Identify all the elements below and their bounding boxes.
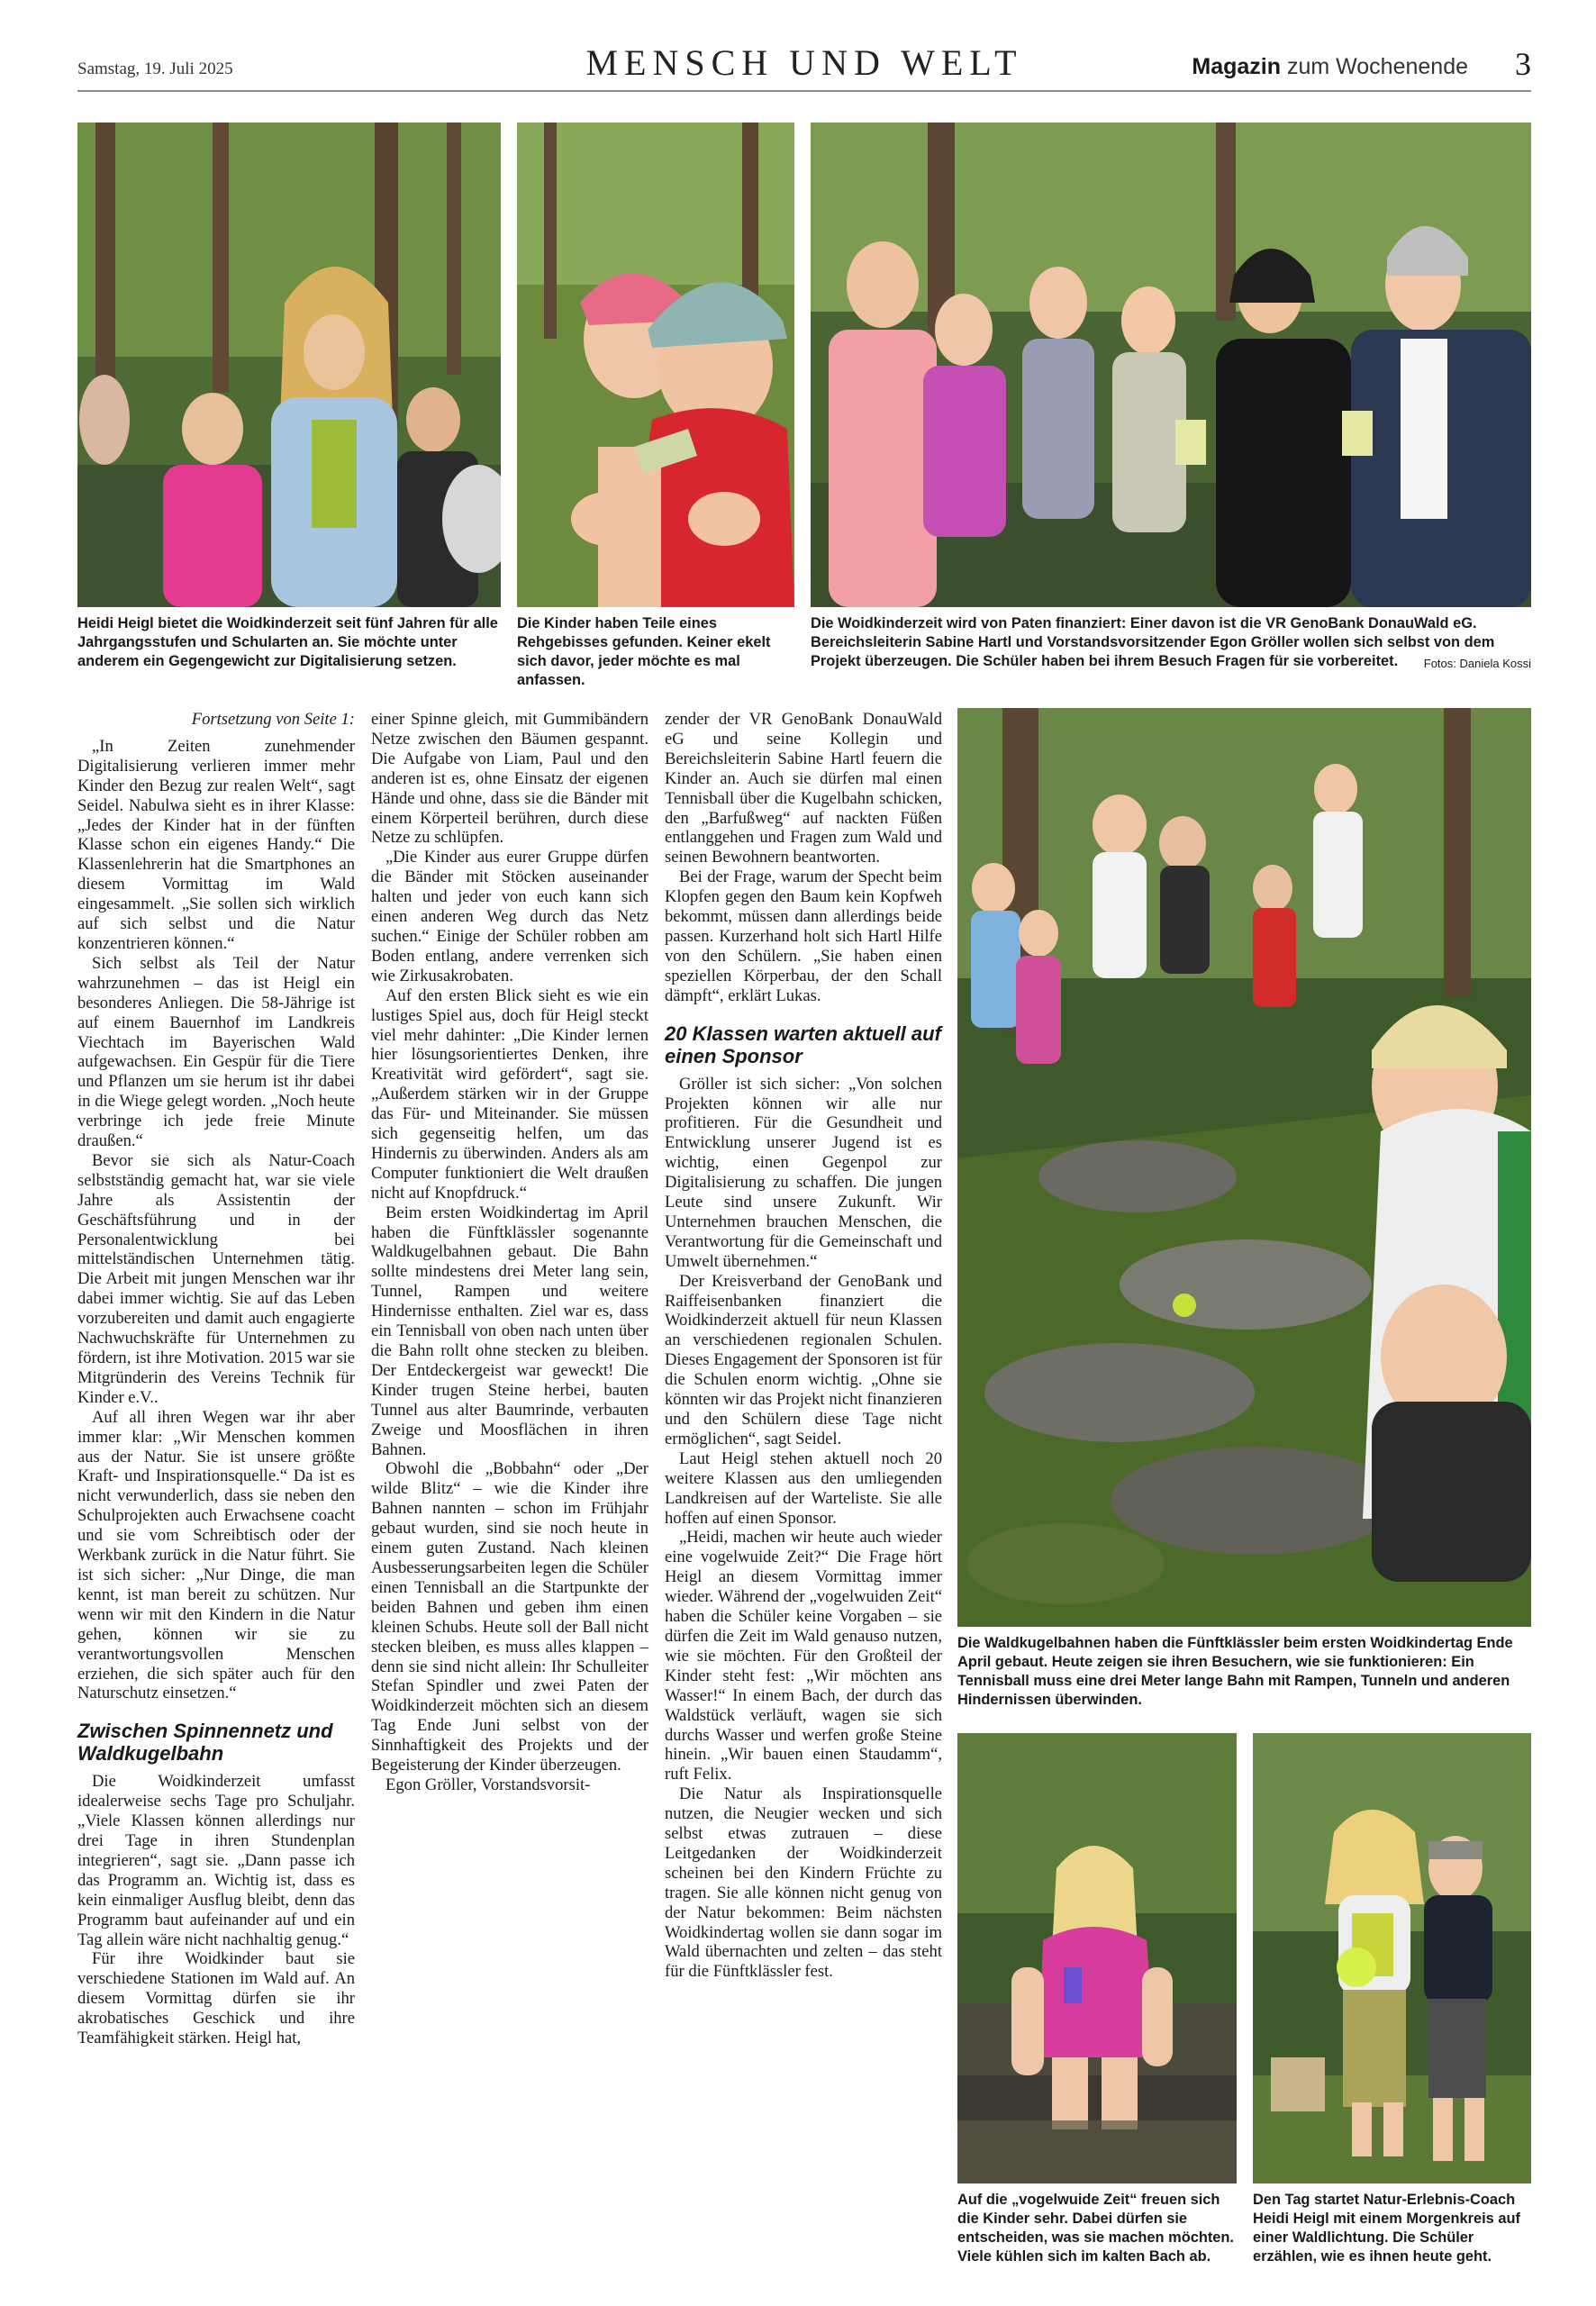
paragraph: Sich selbst als Teil der Natur wahrzunehmen – das ist Heigl ein besonderes Anliegen. Die 58-Jährige ist auf einem Bauernhof im Landkreis Viechtach im Bayerischen Wald aufgewachsen. Ein Gespür für die Tiere und Pflanzen um sie herum ist ihr dabei in die Wiege gelegt worden. „Noch heute verbringe ich jede freie Minute draußen.“ (77, 953, 355, 1151)
magazine-label-rest: zum Wochenende (1281, 54, 1468, 79)
subheading-sponsor: 20 Klassen warten aktuell auf einen Sponsor (665, 1021, 941, 1067)
header-rule (77, 90, 1531, 92)
paragraph: „Die Kinder aus eurer Gruppe dürfen die Bänder mit Stöcken auseinander halten und jeder von euch kann sich einen anderen Weg durch das Netz suchen.“ Einige der Schüler robben am Boden entlang, andere verrenken sich wie Zirkusakrobaten. (371, 848, 648, 985)
caption-photo-4: Die Waldkugelbahnen haben die Fünftklässler beim ersten Woidkindertag Ende April gebaut. Heute zeigen sie ihren Besuchern, wie sie funktionieren: Ein Tennisball muss eine drei Meter lange Bahn mit Rampen, Tunneln und anderen Hindernissen überwinden. (957, 1635, 1513, 1708)
subheading-spinnennetz: Zwischen Spinnennetz und Waldkugelbahn (77, 1720, 333, 1766)
caption-photo-3-text: Die Woidkinderzeit wird von Paten finanziert: Einer davon ist die VR GenoBank DonauWald eG. Bereichsleiterin Sabine Hartl und Vorstandsvorsitzender Egon Gröller wollen sich selbst von dem Projekt überzeugen. Die Schüler haben bei ihrem Besuch Fragen für sie vorbereitet. (811, 615, 1495, 669)
paragraph: Gröller ist sich sicher: „Von solchen Projekten können wir alle nur profitieren. Für die Gesundheit und Entwicklung unserer Jugend ist es wichtig, einen Gegenpol zur Digitalisierung zu schaffen. Die jungen Leute sind unsere Zukunft. Wir Unternehmen brauchen Menschen, die Verantwortung für die Gemeinschaft und Umwelt übernehmen.“ (665, 1074, 942, 1271)
paragraph: Obwohl die „Bobbahn“ oder „Der wilde Blitz“ – wie die Kinder ihre Bahnen nannten – schon im Frühjahr gebaut wurden, sind sie noch heute in einem guten Zustand. Nach kleinen Ausbesserungsarbeiten legen die Schüler einen Tennisball an die Startpunkte der beiden Bahnen und geben ihm einen kleinen Schubs. Heute soll der Ball nicht stecken bleiben, es muss alles klappen – denn sie sind nicht allein: Ihr Schulleiter Stefan Spindler und zwei Paten der Woidkinderzeit möchten sich an diesem Tag Ende Juni selbst von der Sinnhaftigkeit des Projekts und der Begeisterung der Kinder überzeugen. (371, 1459, 648, 1775)
paragraph: Die Woidkinderzeit umfasst idealerweise sechs Tage pro Schuljahr. „Viele Klassen können allerdings nur drei Tage in ihren Stundenplan integrieren“, sagt sie. „Dann passe ich das Programm an. Wichtig ist, dass es kein einmaliger Ausflug bleibt, denn das Programm baut aufeinander auf und ein Tag allein wäre nicht nachhaltig genug.“ (77, 1772, 355, 1949)
page-number: 3 (1515, 46, 1531, 82)
paragraph: Auf den ersten Blick sieht es wie ein lustiges Spiel aus, doch für Heigl steckt viel mehr dahinter: „Die Kinder lernen hier lösungsorientiertes Denken, ihre Kreativität wird gefördert“, sagt sie. „Außerdem stärken wir in der Gruppe das Für- und Miteinander. Sie müssen sich gegenseitig helfen, um das Hindernis zu überwinden. Anders als am Computer funktioniert die Welt draußen nicht auf Knopfdruck.“ (371, 985, 648, 1203)
photo-heidi-heigl (77, 123, 501, 607)
caption-photo-3 (811, 614, 1531, 673)
photo-girl-in-stream (957, 1733, 1237, 2183)
paragraph: Der Kreisverband der GenoBank und Raiffeisenbanken finanziert die Woidkinderzeit aktuell für neun Klassen an verschiedenen regionalen Schulen. Dieses Engagement der Sponsoren ist für die Schulen enorm wichtig. „Ohne sie könnten wir das Projekt nicht finanzieren und den Schülern diese Tage nicht ermöglichen“, sagt Seidel. (665, 1271, 942, 1448)
paragraph: Bevor sie sich als Natur-Coach selbstständig gemacht hat, war sie viele Jahre als Assistentin der Geschäftsführung und in der Personalentwicklung bei mittelständischen Unternehmen tätig. Die Arbeit mit jungen Menschen war ihr dabei immer wichtig. Sie auf das Leben vorzubereiten und damit auch engagierte Nachwuchskräfte für Unternehmen zu fördern, ist ihre Motivation. 2015 war sie Mitgründerin des Vereins Technik für Kinder e.V.. (77, 1150, 355, 1407)
caption-photo-5: Auf die „vogelwuide Zeit“ freuen sich die Kinder sehr. Dabei dürfen sie entscheiden, was sie machen möchten. Viele kühlen sich im kalten Bach ab. (957, 2192, 1234, 2265)
photo-morning-circle (1253, 1733, 1531, 2183)
photo-sponsors (811, 123, 1531, 607)
paragraph: Beim ersten Woidkindertag im April haben die Fünftklässler sogenannte Waldkugelbahnen gebaut. Die Bahn sollte mindestens drei Meter lang sein, Tunnel, Rampen und weitere Hindernisse enthalten. Ziel war es, dass ein Tennisball von oben nach unten über die Bahn rollt ohne stecken zu bleiben. Der Entdeckergeist war geweckt! Die Kinder trugen Steine herbei, bauten Tunnel aus alter Baumrinde, verbauten Zweige und Moosflächen in ihren Bahnen. (371, 1203, 648, 1459)
paragraph: Egon Gröller, Vorstandsvorsit- (385, 1775, 591, 1794)
article-column-2 (371, 710, 648, 1795)
article-column-3 (665, 710, 942, 1982)
photo-children-jaw (517, 123, 794, 607)
paragraph: Bei der Frage, warum der Specht beim Klopfen gegen den Baum kein Kopfweh bekommt, müssen dann allerdings beide passen. Kurzerhand holt sich Hartl Hilfe von den Schülern. „Sie haben einen speziellen Körperbau, der den Schall dämpft“, erklärt Lukas. (665, 867, 942, 1005)
section-title: MENSCH UND WELT (585, 42, 1023, 83)
masthead (77, 40, 1531, 90)
paragraph: „Heidi, machen wir heute auch wieder eine vogelwuide Zeit?“ Die Frage hört Heigl an diesem Vormittag immer wieder. Während der „vogelwuiden Zeit“ haben die Schüler keine Vorgaben – sie dürfen die Zeit im Wald genauso nutzen, wie sie möchten. Für den Großteil der Kinder steht fest: „Wir möchten ans Wasser!“ In einem Bach, der durch das Waldstück verläuft, wagen sie sich durchs Wasser und werfen große Steine hinein. „Wir bauen einen Staudamm“, ruft Felix. (665, 1528, 942, 1784)
paragraph: Für ihre Woidkinder baut sie verschiedene Stationen im Wald auf. An diesem Vormittag dürfen sie ihr akrobatisches Geschick und ihre Teamfähigkeit stärken. Heigl hat, (77, 1949, 355, 2048)
article-column-1 (77, 710, 355, 2048)
paragraph: Auf all ihren Wegen war ihr aber immer klar: „Wir Menschen kommen aus der Natur. Sie ist unsere größte Kraft- und Inspirationsquelle.“ Da ist es nicht verwunderlich, dass sie neben den Schulprojekten auch Erwachsene coacht und sie vom Schreibtisch oder der Werkbank zurück in die Natur führt. Sie ist sich sicher: „Nur Dinge, die man kennt, ist man bereit zu schützen. Nur wenn wir mit den Kindern in die Natur gehen, können wir sie zu verantwortungsvollen Menschen erziehen, die sich später auch für den Naturschutz einsetzen.“ (77, 1407, 355, 1703)
paragraph: einer Spinne gleich, mit Gummibändern Netze zwischen den Bäumen gespannt. Die Aufgabe von Liam, Paul und den anderen ist es, ohne Einsatz der eigenen Hände und ohne, dass sie die Bänder mit einem Körperteil berühren, durch diese Netze zu schlüpfen. (371, 710, 648, 848)
caption-photo-2: Die Kinder haben Teile eines Rehgebisses gefunden. Keiner ekelt sich davor, jeder möchte es mal anfassen. (517, 615, 771, 688)
paragraph: Die Natur als Inspirationsquelle nutzen, die Neugier wecken und sich selbst etwas zutrauen – diese Leitgedanken der Woidkinderzeit scheinen bei den Kindern Früchte zu tragen. Sie alle können nicht genug von der Natur bekommen: Beim nächsten Woidkindertag wollen sie dann sogar im Wald übernachten und zelten – das steht für die Fünftklässler fest. (665, 1784, 942, 1982)
magazine-label (1192, 54, 1468, 80)
continued-note: Fortsetzung von Seite 1: (191, 710, 355, 729)
paragraph: zender der VR GenoBank DonauWald eG und seine Kollegin und Bereichsleiterin Sabine Hartl feuern die Kinder an. Auch sie dürfen mal einen Tennisball über die Kugelbahn schicken, den „Barfußweg“ auf nackten Füßen entlanggehen und Fragen zum Wald und seinen Bewohnern beantworten. (665, 710, 942, 867)
paragraph: Laut Heigl stehen aktuell noch 20 weitere Klassen aus den umliegenden Landkreisen auf der Warteliste. Sie alle hoffen auf einen Sponsor. (665, 1448, 942, 1528)
caption-photo-6: Den Tag startet Natur-Erlebnis-Coach Heidi Heigl mit einem Morgenkreis auf einer Waldlichtung. Die Schüler erzählen, wie es ihnen heute geht. (1253, 2192, 1520, 2265)
issue-date: Samstag, 19. Juli 2025 (77, 59, 233, 78)
magazine-label-bold: Magazin (1192, 54, 1281, 79)
photo-marble-run (957, 708, 1531, 1627)
paragraph: „In Zeiten zunehmender Digitalisierung verlieren immer mehr Kinder den Bezug zur realen Welt“, sagt Seidel. Nabulwa sieht es in ihrer Klasse: „Jedes der Kinder hat in der fünften Klasse schon ein eigenes Handy.“ Die Klassenlehrerin hat die Smartphones an diesem Vormittag im Wald eingesammelt. „Sie sollen sich wirklich auf sich selbst und die Natur konzentrieren können.“ (77, 736, 355, 953)
photo-credit: Fotos: Daniela Kossi (1423, 657, 1531, 670)
caption-photo-1: Heidi Heigl bietet die Woidkinderzeit seit fünf Jahren für alle Jahrgangsstufen und Schularten an. Sie möchte unter anderem ein Gegengewicht zur Digitalisierung setzen. (77, 615, 498, 669)
